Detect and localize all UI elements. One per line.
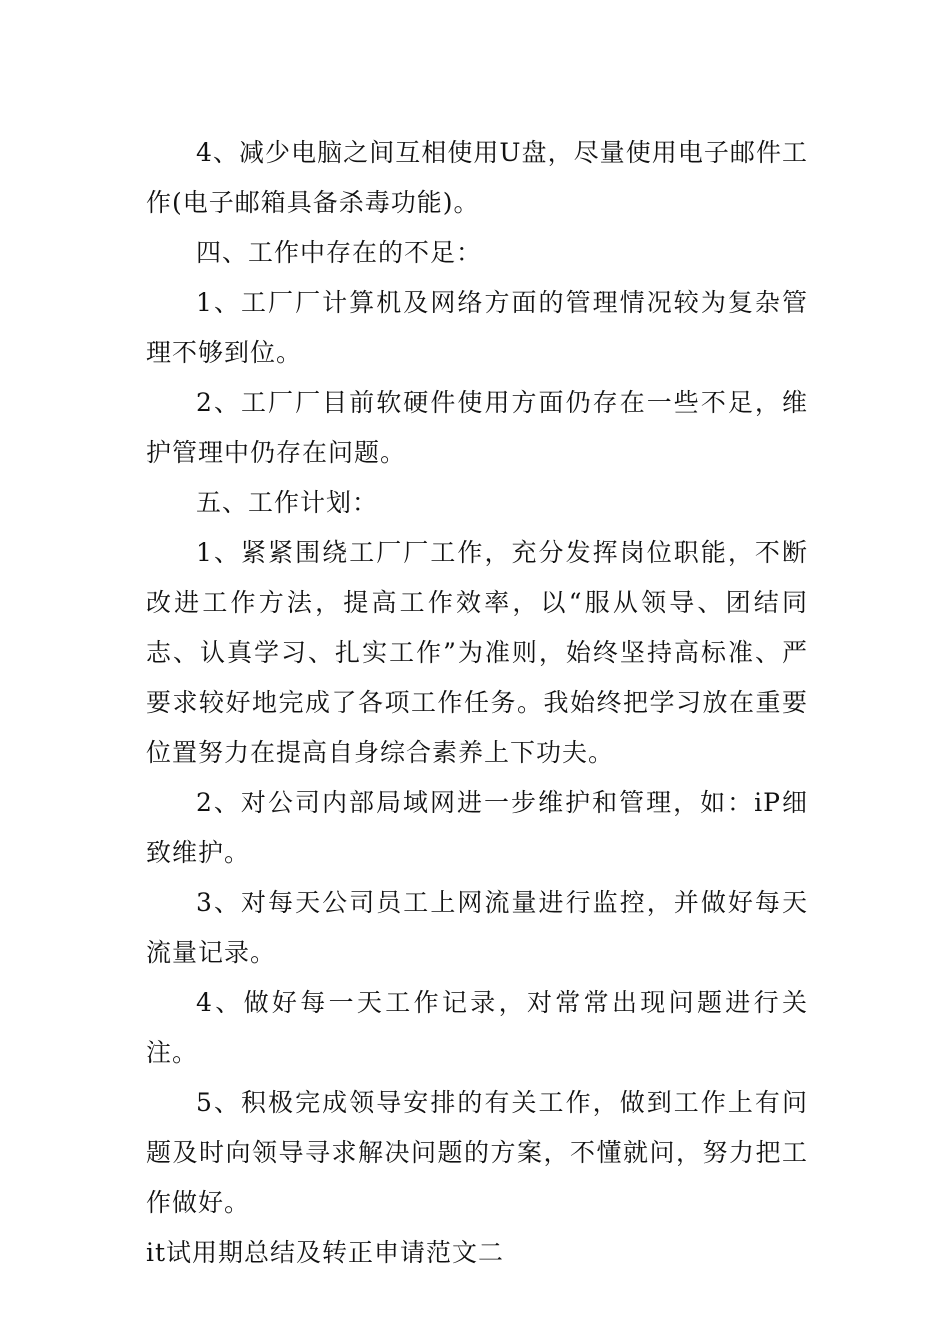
paragraph-6: 3、对每天公司员工上网流量进行监控，并做好每天流量记录。 [146,888,808,967]
document-page [146,128,808,1278]
section-heading-work-plan: 五、工作计划： [196,488,379,517]
section-heading-shortcomings: 四、工作中存在的不足： [196,238,483,267]
paragraph-5: 2、对公司内部局域网进一步维护和管理，如：iP细致维护。 [146,788,808,867]
next-section-title: it试用期总结及转正申请范文二 [146,1238,505,1267]
paragraph-2: 1、工厂厂计算机及网络方面的管理情况较为复杂管理不够到位。 [146,288,808,367]
paragraph-3: 2、工厂厂目前软硬件使用方面仍存在一些不足，维护管理中仍存在问题。 [146,388,808,467]
paragraph-8: 5、积极完成领导安排的有关工作，做到工作上有问题及时向领导寻求解决问题的方案，不懂就问，努力把工作做好。 [146,1088,808,1217]
paragraph-4: 1、紧紧围绕工厂厂工作，充分发挥岗位职能，不断改进工作方法，提高工作效率，以“服从领导、团结同志、认真学习、扎实工作”为准则，始终坚持高标准、严要求较好地完成了各项工作任务。我始终把学习放在重要位置努力在提高自身综合素养上下功夫。 [146,538,808,767]
paragraph-7: 4、做好每一天工作记录，对常常出现问题进行关注。 [146,988,808,1067]
paragraph-1: 4、减少电脑之间互相使用U盘，尽量使用电子邮件工作(电子邮箱具备杀毒功能)。 [146,138,808,217]
